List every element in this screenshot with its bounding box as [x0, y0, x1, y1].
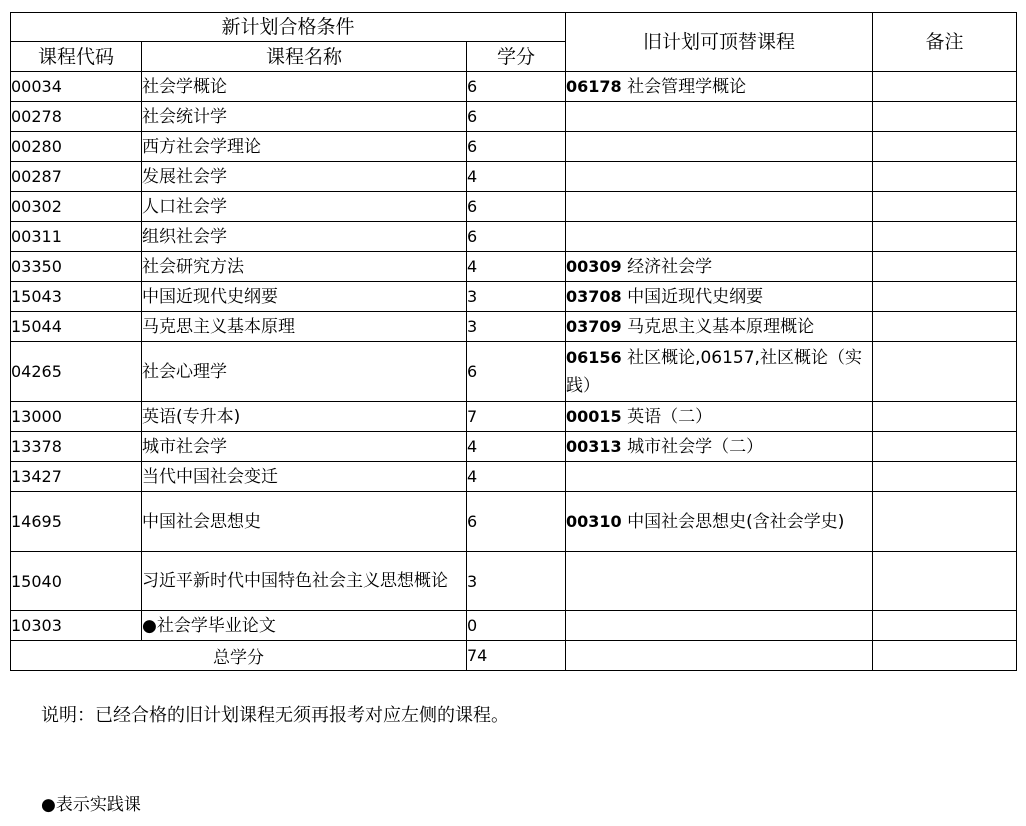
replacement-course: [566, 132, 873, 162]
table-row: [11, 611, 1017, 641]
remark-cell: [873, 252, 1017, 282]
course-name: ●社会学毕业论文: [142, 611, 467, 641]
replacement-code: 03709: [566, 316, 622, 336]
course-name: 当代中国社会变迁: [142, 462, 467, 492]
course-code: 00034: [11, 72, 142, 102]
replacement-name: 经济社会学: [621, 256, 713, 277]
course-name: 社会研究方法: [142, 252, 467, 282]
course-credit: 3: [467, 312, 566, 342]
replacement-code: 03708: [566, 286, 622, 306]
total-credits-value: 74: [467, 641, 566, 671]
remark-cell: [873, 72, 1017, 102]
replacement-code: 06178: [566, 76, 622, 96]
remark-cell: [873, 611, 1017, 641]
table-row: [11, 342, 1017, 402]
course-code: 00287: [11, 162, 142, 192]
course-code: 00278: [11, 102, 142, 132]
course-name: 社会学概论: [142, 72, 467, 102]
course-credit: 6: [467, 102, 566, 132]
remark-cell: [873, 492, 1017, 552]
credit-column-header: 学分: [467, 42, 566, 72]
table-row: [11, 72, 1017, 102]
course-code: 00280: [11, 132, 142, 162]
replacement-course: [566, 192, 873, 222]
course-table: [10, 12, 1017, 671]
course-credit: 3: [467, 552, 566, 611]
remark-cell: [873, 342, 1017, 402]
replacement-course: [566, 102, 873, 132]
table-row: [11, 252, 1017, 282]
course-credit: 6: [467, 222, 566, 252]
table-row: [11, 192, 1017, 222]
course-credit: 6: [467, 132, 566, 162]
remark-cell: [873, 402, 1017, 432]
course-code: 13378: [11, 432, 142, 462]
replacement-code: 06156: [566, 347, 622, 367]
replacement-course: [566, 432, 873, 462]
remark-cell: [873, 102, 1017, 132]
replacement-course: [566, 462, 873, 492]
total-row: [11, 641, 1017, 671]
name-column-header: 课程名称: [142, 42, 467, 72]
replacement-name: 英语（二）: [621, 406, 713, 427]
course-name: 习近平新时代中国特色社会主义思想概论: [142, 552, 467, 611]
explanation-note: 说明：已经合格的旧计划课程无须再报考对应左侧的课程。: [41, 705, 509, 726]
course-credit: 4: [467, 432, 566, 462]
replacement-course: [566, 552, 873, 611]
remark-cell: [873, 312, 1017, 342]
replacement-name: 社会管理学概论: [621, 76, 747, 97]
remark-cell: [873, 552, 1017, 611]
course-code: 03350: [11, 252, 142, 282]
replacement-course: [566, 342, 873, 402]
group-header: 新计划合格条件: [11, 13, 566, 42]
course-code: 13000: [11, 402, 142, 432]
course-code: 15044: [11, 312, 142, 342]
course-code: 13427: [11, 462, 142, 492]
replacement-name: 城市社会学（二）: [621, 436, 764, 457]
replacement-course: [566, 252, 873, 282]
course-name: 中国近现代史纲要: [142, 282, 467, 312]
practice-course-legend: ●表示实践课: [41, 795, 141, 815]
replacement-code: 00313: [566, 436, 622, 456]
course-credit: 6: [467, 492, 566, 552]
remark-cell: [873, 132, 1017, 162]
table-row: [11, 282, 1017, 312]
table-row: [11, 432, 1017, 462]
course-code: 15043: [11, 282, 142, 312]
course-credit: 7: [467, 402, 566, 432]
replacement-course: [566, 611, 873, 641]
course-code: 00311: [11, 222, 142, 252]
course-name: 社会统计学: [142, 102, 467, 132]
remark-cell: [873, 282, 1017, 312]
course-credit: 6: [467, 72, 566, 102]
replacement-course: [566, 312, 873, 342]
remark-cell: [873, 432, 1017, 462]
replacement-course: [566, 72, 873, 102]
course-credit: 4: [467, 162, 566, 192]
course-name: 社会心理学: [142, 342, 467, 402]
course-code: 14695: [11, 492, 142, 552]
table-row: [11, 102, 1017, 132]
course-code: 10303: [11, 611, 142, 641]
course-credit: 4: [467, 252, 566, 282]
table-row: [11, 222, 1017, 252]
course-name: 组织社会学: [142, 222, 467, 252]
replacement-code: 00310: [566, 511, 622, 531]
table-row: [11, 492, 1017, 552]
remark-cell: [873, 192, 1017, 222]
course-name: 发展社会学: [142, 162, 467, 192]
course-name: 人口社会学: [142, 192, 467, 222]
replacement-code: 00015: [566, 406, 622, 426]
course-credit: 6: [467, 342, 566, 402]
total-row-empty-cell: [566, 641, 873, 671]
course-code: 04265: [11, 342, 142, 402]
replacement-course: [566, 492, 873, 552]
replacement-course: [566, 282, 873, 312]
replacement-name: 社区概论,06157,社区概论（实践）: [566, 347, 862, 396]
course-name: 英语(专升本): [142, 402, 467, 432]
table-row: [11, 132, 1017, 162]
course-credit: 4: [467, 462, 566, 492]
remark-cell: [873, 222, 1017, 252]
table-row: [11, 312, 1017, 342]
course-credit: 3: [467, 282, 566, 312]
course-name: 城市社会学: [142, 432, 467, 462]
course-name: 马克思主义基本原理: [142, 312, 467, 342]
note-column-header: 备注: [873, 13, 1017, 72]
table-row: [11, 402, 1017, 432]
course-name: 西方社会学理论: [142, 132, 467, 162]
table-row: [11, 162, 1017, 192]
remark-cell: [873, 162, 1017, 192]
table-row: [11, 462, 1017, 492]
replacement-name: 中国社会思想史(含社会学史): [621, 511, 845, 532]
total-row-remark-cell: [873, 641, 1017, 671]
replace-column-header: 旧计划可顶替课程: [566, 13, 873, 72]
replacement-name: 马克思主义基本原理概论: [621, 316, 815, 337]
course-credit: 0: [467, 611, 566, 641]
code-column-header: 课程代码: [11, 42, 142, 72]
table-row: [11, 552, 1017, 611]
replacement-name: 中国近现代史纲要: [621, 286, 764, 307]
replacement-course: [566, 162, 873, 192]
total-credits-label: 总学分: [11, 641, 467, 671]
course-name: 中国社会思想史: [142, 492, 467, 552]
replacement-code: 00309: [566, 256, 622, 276]
replacement-course: [566, 222, 873, 252]
course-credit: 6: [467, 192, 566, 222]
course-code: 15040: [11, 552, 142, 611]
remark-cell: [873, 462, 1017, 492]
course-code: 00302: [11, 192, 142, 222]
replacement-course: [566, 402, 873, 432]
